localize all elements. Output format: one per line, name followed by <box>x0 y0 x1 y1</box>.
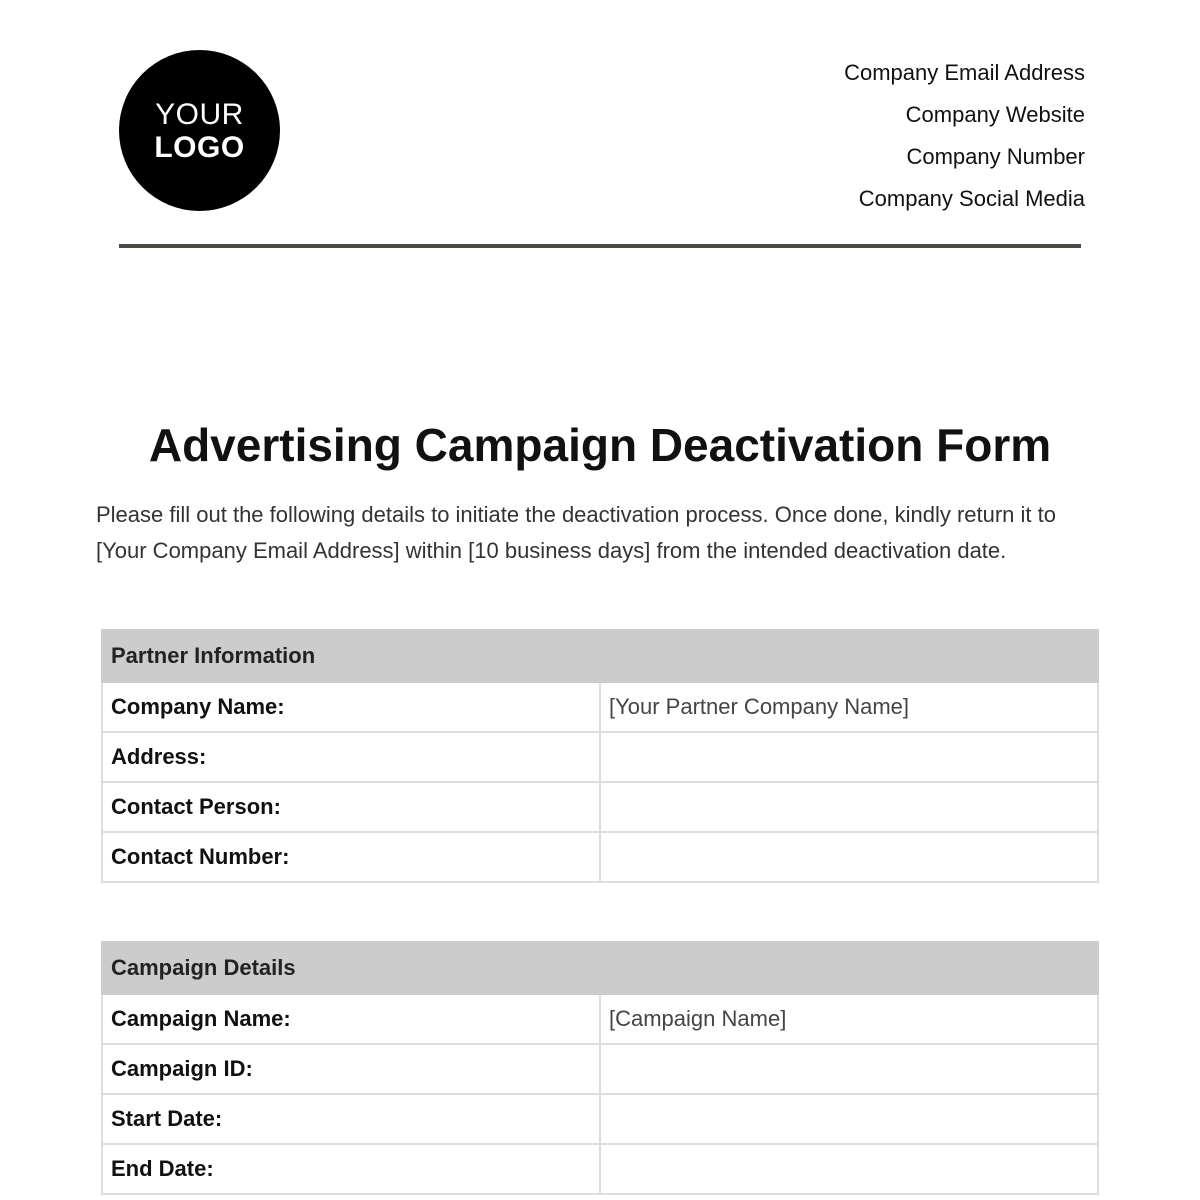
field-label: Contact Number: <box>102 832 600 882</box>
table-row <box>102 1144 1098 1194</box>
table-row <box>102 994 1098 1044</box>
company-email: Company Email Address <box>844 60 1085 85</box>
campaign-details-table <box>101 941 1099 1195</box>
company-logo <box>119 50 280 211</box>
contact-person-field[interactable] <box>600 782 1098 832</box>
field-label: Address: <box>102 732 600 782</box>
intro-paragraph: Please fill out the following details to initiate the deactivation process. Once done, kindly return it to [Your Company Email Address] within [10 business days] from the intended deactivation date. <box>96 502 1056 563</box>
table-header-row <box>102 630 1098 682</box>
company-name-field[interactable]: [Your Partner Company Name] <box>600 682 1098 732</box>
logo-text-line1: YOUR <box>155 97 244 131</box>
start-date-field[interactable] <box>600 1094 1098 1144</box>
end-date-field[interactable] <box>600 1144 1098 1194</box>
partner-information-table <box>101 629 1099 883</box>
header-divider <box>119 244 1081 248</box>
table-row <box>102 832 1098 882</box>
company-social-media: Company Social Media <box>858 186 1085 211</box>
field-label: Start Date: <box>102 1094 600 1144</box>
table-row <box>102 732 1098 782</box>
contact-number-field[interactable] <box>600 832 1098 882</box>
table-row <box>102 782 1098 832</box>
table-row <box>102 682 1098 732</box>
logo-text-line2: LOGO <box>154 130 245 164</box>
field-label: Contact Person: <box>102 782 600 832</box>
section-heading: Campaign Details <box>102 942 1098 994</box>
company-contact-block <box>844 52 1085 220</box>
campaign-name-field[interactable]: [Campaign Name] <box>600 994 1098 1044</box>
field-label: Campaign Name: <box>102 994 600 1044</box>
company-website: Company Website <box>905 102 1085 127</box>
page-title: Advertising Campaign Deactivation Form <box>148 419 1052 471</box>
table-header-row <box>102 942 1098 994</box>
field-label: Campaign ID: <box>102 1044 600 1094</box>
field-label: Company Name: <box>102 682 600 732</box>
address-field[interactable] <box>600 732 1098 782</box>
campaign-id-field[interactable] <box>600 1044 1098 1094</box>
company-number: Company Number <box>906 144 1085 169</box>
field-label: End Date: <box>102 1144 600 1194</box>
section-heading: Partner Information <box>102 630 1098 682</box>
table-row <box>102 1044 1098 1094</box>
table-row <box>102 1094 1098 1144</box>
